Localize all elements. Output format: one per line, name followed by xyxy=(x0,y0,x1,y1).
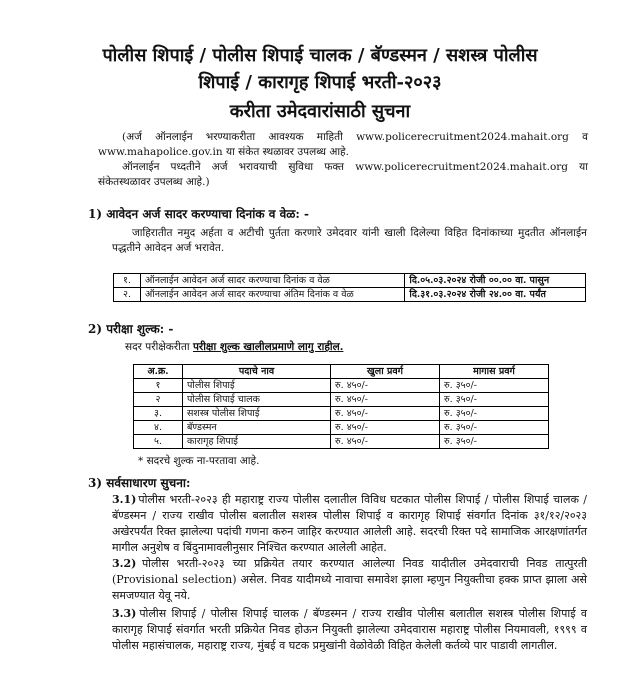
row-label: ऑनलाईन आवेदन अर्ज सादर करण्याचा दिनांक व वेळ xyxy=(141,274,405,288)
table-row xyxy=(134,407,549,421)
table-row xyxy=(114,288,586,302)
fee-underlined-text: परीक्षा शुल्क खालीलप्रमाणे लागु राहील. xyxy=(192,341,344,353)
intro-paragraph-1: (अर्ज ऑनलाईन भरण्याकरीता आवश्यक माहिती www.policerecruitment2024.mahait.org व www.mahapolice.gov.in या संकेत स्थळावर उपलब्ध आहे. xyxy=(98,131,588,158)
header-post: पदाचे नाव xyxy=(183,365,331,379)
cell-reserved: रु. ३५०/- xyxy=(440,407,549,421)
cell-open: रु. ४५०/- xyxy=(331,393,440,407)
instruction-item xyxy=(112,606,587,654)
section-2-text xyxy=(125,340,343,355)
header-serial: अ.क्र. xyxy=(134,365,183,379)
title-line-3: करीता उमेदवारांसाठी सुचना xyxy=(229,101,411,122)
intro-paragraph-2: ऑनलाईन पध्दतीने अर्ज भरावयाची सुविधा फक्त www.policerecruitment2024.mahait.org या संकेतस्थळावर उपलब्ध आहे.) xyxy=(98,161,588,188)
cell-post: पोलीस शिपाई चालक xyxy=(183,393,331,407)
item-text: पोलीस शिपाई / पोलीस शिपाई चालक / बॅण्डस्मन / राज्य राखीव पोलीस बलातील सशस्त्र पोलीस शिपाई व कारागृह शिपाई संवर्गात भरती प्रक्रियेत निवड होऊन नियुक्ती झालेल्या उमेदवारास महाराष्ट्र पोलीस नियमावली, १९९९ व पोलीस महासंचालक, महाराष्ट्र राज्य, मुंबई व घटक प्रमुखांनी वेळोवेळी विहित केलेली कर्तव्ये पार पाडावी लागतील. xyxy=(112,607,588,652)
cell-serial: ५. xyxy=(134,435,183,449)
fee-table xyxy=(133,364,549,449)
section-1-heading: 1) आवेदन अर्ज सादर करण्याचा दिनांक व वेळ: - xyxy=(88,207,309,221)
item-number: 3.1) xyxy=(112,493,137,506)
cell-reserved: रु. ३५०/- xyxy=(440,393,549,407)
row-label: ऑनलाईन आवेदन अर्ज सादर करण्याचा अंतिम दिनांक व वेळ xyxy=(141,288,405,302)
header-reserved: मागास प्रवर्ग xyxy=(440,365,549,379)
title-line-2: शिपाई / कारागृह शिपाई भरती-२०२३ xyxy=(198,72,442,93)
cell-post: सशस्त्र पोलीस शिपाई xyxy=(183,407,331,421)
row-value: दि.३१.०३.२०२४ रोजी २४.०० वा. पर्यंत xyxy=(405,288,586,302)
cell-open: रु. ४५०/- xyxy=(331,379,440,393)
table-row xyxy=(134,379,549,393)
cell-serial: २ xyxy=(134,393,183,407)
item-text: पोलीस भरती-२०२३ ही महाराष्ट्र राज्य पोलीस दलातील विविध घटकात पोलीस शिपाई / पोलीस शिपाई चालक / बॅण्डस्मन / राज्य राखीव पोलीस बलातील सशस्त्र पोलीस शिपाई व कारागृह शिपाई संवर्गात दिनांक ३१/१२/२०२३ अखेरपर्यंत रिक्त झालेल्या पदांची गणना करुन जाहिर करण्यात आलेली आहे. सदरची रिक्त पदे सामाजिक आरक्षणांतर्गत मागील अनुशेष व बिंदुनामावलीनुसार निश्चित करण्यात आलेली आहेत. xyxy=(112,493,588,554)
table-header-row xyxy=(134,365,549,379)
section-3-heading: 3) सर्वसाधारण सुचना: xyxy=(88,476,191,490)
fee-note: * सदरचे शुल्क ना-परतावा आहे. xyxy=(138,455,260,467)
section-2-heading: 2) परीक्षा शुल्क: - xyxy=(88,322,174,336)
item-text: पोलीस भरती-२०२३ च्या प्रक्रियेत तयार करण्यात आलेल्या निवड यादीतील उमेदवाराची निवड तात्पुरती (Provisional selection) असेल. निवड यादीमध्ये नावाचा समावेश झाला म्हणुन नियुक्तीचा हक्क प्राप्त झाला असे समजण्यात येवू नये. xyxy=(112,557,587,602)
title-line-1: पोलीस शिपाई / पोलीस शिपाई चालक / बॅण्डस्मन / सशस्त्र पोलीस xyxy=(102,45,538,66)
table-row xyxy=(134,421,549,435)
intro-block xyxy=(98,130,588,190)
item-number: 3.2) xyxy=(112,557,137,570)
row-value: दि.०५.०३.२०२४ रोजी ००.०० वा. पासुन xyxy=(405,274,586,288)
item-number: 3.3) xyxy=(112,607,137,620)
dates-table xyxy=(113,273,586,302)
fee-intro-text: सदर परीक्षेकरीता xyxy=(125,341,190,353)
table-row xyxy=(134,393,549,407)
instruction-item xyxy=(112,556,587,604)
cell-post: बॅण्डस्मन xyxy=(183,421,331,435)
row-number: १. xyxy=(114,274,141,288)
cell-open: रु. ४५०/- xyxy=(331,421,440,435)
cell-open: रु. ४५०/- xyxy=(331,407,440,421)
table-row xyxy=(134,435,549,449)
section-1-text: जाहिरातीत नमुद अर्हता व अटीची पुर्तता करणारे उमेदवार यांनी खाली दिलेल्या विहित दिनांकाच्या मुदतीत ऑनलाईन पद्धतीने आवेदन अर्ज भरावेत. xyxy=(112,227,587,254)
cell-reserved: रु. ३५०/- xyxy=(440,379,549,393)
cell-serial: ४. xyxy=(134,421,183,435)
cell-post: पोलीस शिपाई xyxy=(183,379,331,393)
cell-serial: ३. xyxy=(134,407,183,421)
instruction-item xyxy=(112,492,587,556)
cell-post: कारागृह शिपाई xyxy=(183,435,331,449)
row-number: २. xyxy=(114,288,141,302)
cell-reserved: रु. ३५०/- xyxy=(440,421,549,435)
header-open: खुला प्रवर्ग xyxy=(331,365,440,379)
table-row xyxy=(114,274,586,288)
cell-open: रु. ४५०/- xyxy=(331,435,440,449)
cell-reserved: रु. ३५०/- xyxy=(440,435,549,449)
cell-serial: १ xyxy=(134,379,183,393)
